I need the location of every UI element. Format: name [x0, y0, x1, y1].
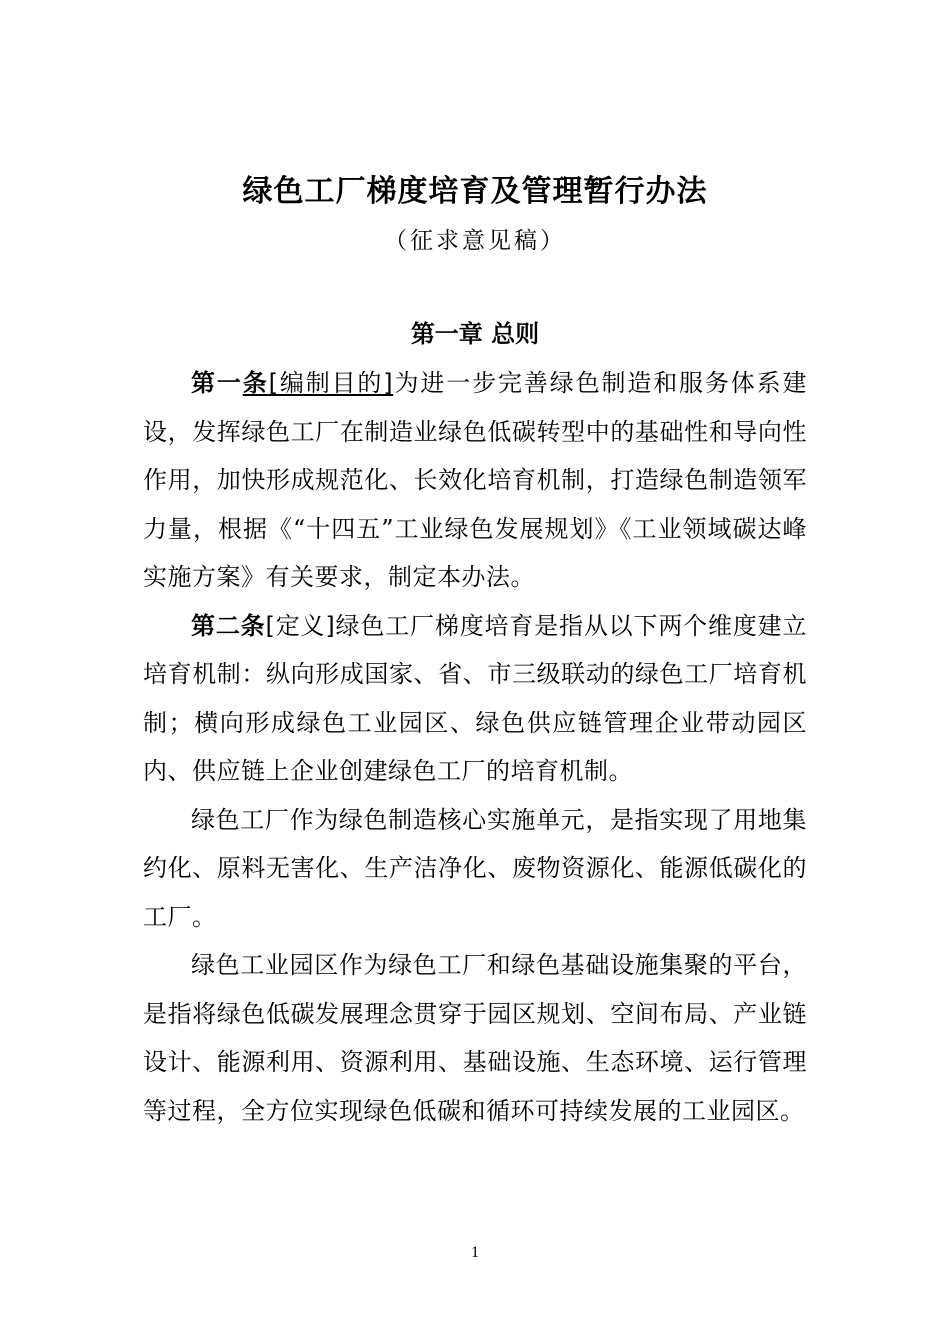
article-2	[143, 602, 807, 796]
article-1-text: 为进一步完善绿色制造和服务体系建设，发挥绿色工厂在制造业绿色低碳转型中的基础性和导向性作用，加快形成规范化、长效化培育机制，打造绿色制造领军力量，根据《“十四五”工业绿色发展规划》《工业领域碳达峰实施方案》有关要求，制定本办法。	[143, 369, 808, 591]
article-2-text: 绿色工厂梯度培育是指从以下两个维度建立培育机制：纵向形成国家、省、市三级联动的绿色工厂培育机制；横向形成绿色工业园区、绿色供应链管理企业带动园区内、供应链上企业创建绿色工厂的培育机制。	[143, 611, 807, 785]
article-1-number	[191, 369, 269, 397]
chapter-heading: 第一章 总则	[410, 320, 540, 348]
paragraph-green-factory: 绿色工厂作为绿色制造核心实施单元，是指实现了用地集约化、原料无害化、生产洁净化、废物资源化、能源低碳化的工厂。	[143, 805, 807, 931]
article-1-number-part1: 第一	[191, 369, 243, 397]
article-2-tag: [定义]	[265, 611, 336, 640]
article-1-number-part2: 条	[242, 369, 269, 397]
article-1	[143, 359, 807, 602]
document-title: 绿色工厂梯度培育及管理暂行办法	[242, 174, 708, 209]
page-number: 1	[471, 1244, 479, 1261]
article-2-number: 第二条	[191, 611, 266, 640]
article-1-tag: [编制目的]	[268, 369, 394, 397]
document-body	[143, 359, 807, 1135]
document-subtitle: （征求意见稿）	[384, 228, 566, 254]
paragraph-green-park: 绿色工业园区作为绿色工厂和绿色基础设施集聚的平台，是指将绿色低碳发展理念贯穿于园区规划、空间布局、产业链设计、能源利用、资源利用、基础设施、生态环境、运行管理等过程，全方位实现绿色低碳和循环可持续发展的工业园区。	[143, 951, 807, 1125]
